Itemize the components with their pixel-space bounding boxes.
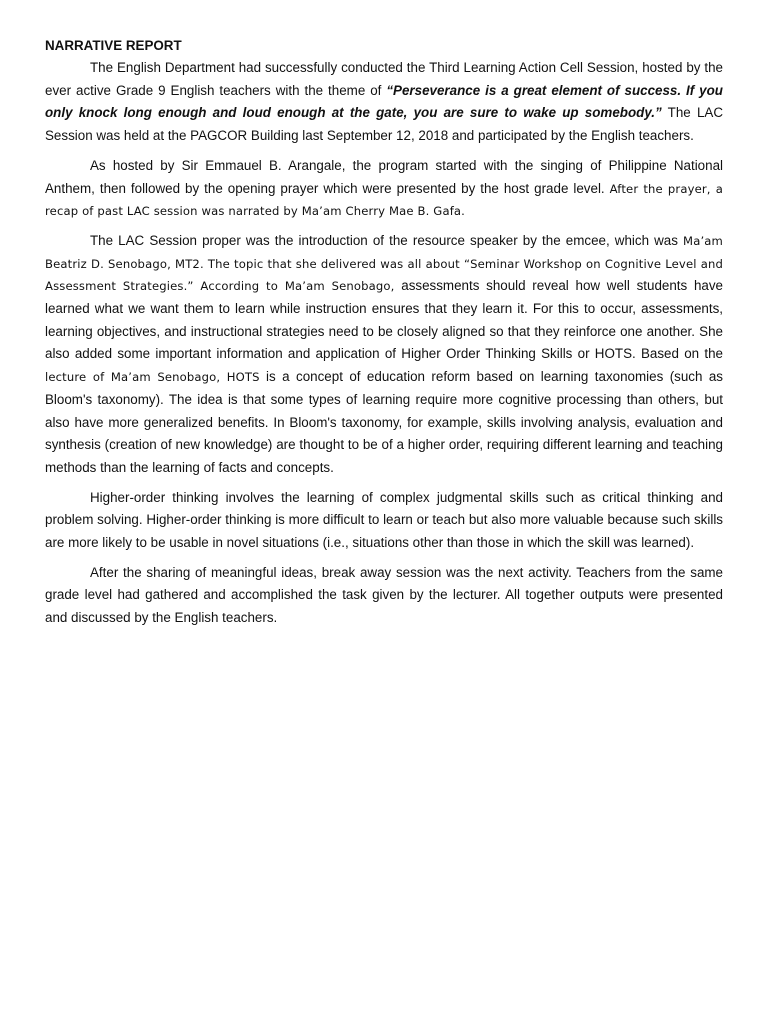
theme-quote: “Perseverance is a great element of success. If you only knock long enough and loud enough at the gate, you are sure to wake up somebody.” xyxy=(45,82,723,121)
paragraph-host xyxy=(45,155,723,223)
paragraph-intro xyxy=(45,57,723,148)
lac-text-start: The LAC Session proper was the introduction of the resource speaker by the emcee, which was xyxy=(90,232,684,248)
paragraph-breakaway: After the sharing of meaningful ideas, break away session was the next activity. Teachers from the same grade level had gathered and accomplished the task given by the lecturer. All together outputs were presented and discussed by the English teachers. xyxy=(45,564,723,626)
speaker-text: Ma’am Beatriz D. Senobago, MT2. The topic that she delivered was all about “Seminar Workshop on Cognitive Level and Assessment Strategies.” According to Ma’am Senobago, xyxy=(45,233,723,294)
paragraph-lac-proper xyxy=(45,230,723,480)
report-title: NARRATIVE REPORT xyxy=(45,38,182,53)
intro-text-start: The English Department had successfully conducted the Third Learning Action Cell Session, hosted by the ever active Grade 9 English teachers with the theme of xyxy=(45,60,723,98)
lecture-text: lecture of Ma’am Senobago, HOTS xyxy=(45,370,260,385)
document-body xyxy=(45,36,723,637)
intro-text-end: The LAC Session was held at the PAGCOR Building last September 12, 2018 and participated by the English teachers. xyxy=(45,105,723,144)
assessment-text: assessments should reveal how well students have learned what we want them to learn while instruction ensures that they learn it. For this to occur, assessments, learning objectives, and instructional strategies need to be closely aligned so that they reinforce one another. She also added some important information and application of Higher Order Thinking Skills or HOTS. Based on the xyxy=(45,278,723,362)
paragraph-higher-order: Higher-order thinking involves the learning of complex judgmental skills such as critical thinking and problem solving. Higher-order thinking is more difficult to learn or teach but also more valuable because such skills are more likely to be usable in novel situations (i.e., situations other than those in which the skill was learned). xyxy=(45,489,723,551)
host-text: As hosted by Sir Emmauel B. Arangale, the program started with the singing of Philippine National Anthem, then followed by the opening prayer which were presented by the host grade level. xyxy=(45,157,723,196)
hots-text: is a concept of education reform based on learning taxonomies (such as Bloom's taxonomy). The idea is that some types of learning require more cognitive processing than others, but also have more generalized benefits. In Bloom's taxonomy, for example, skills involving analysis, evaluation and synthesis (creation of new knowledge) are thought to be of a higher order, requiring different learning and teaching methods than the learning of facts and concepts. xyxy=(45,369,723,475)
recap-text: After the prayer, a recap of past LAC session was narrated by Ma’am Cherry Mae B. Gafa. xyxy=(45,181,723,219)
